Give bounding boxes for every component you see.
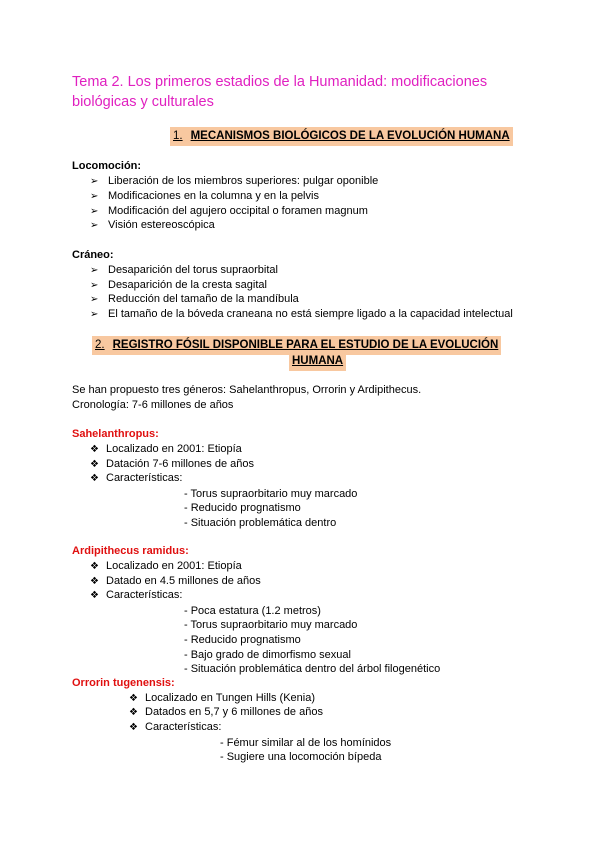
diamond-bullet-icon: ❖ [90, 444, 99, 455]
diamond-bullet-icon: ❖ [90, 590, 99, 601]
diamond-bullet-icon: ❖ [90, 473, 99, 484]
arrow-bullet-icon: ➢ [90, 280, 99, 291]
feature-item: - Poca estatura (1.2 metros) [184, 605, 321, 617]
feature-item: - Reducido prognatismo [184, 634, 301, 646]
feature-item: - Situación problemática dentro [184, 517, 337, 529]
feature-item: - Reducido prognatismo [184, 502, 301, 514]
arrow-bullet-icon: ➢ [90, 309, 99, 320]
diamond-bullet-icon: ❖ [129, 722, 138, 733]
section-2-heading-line2: HUMANA [289, 352, 346, 371]
feature-item: - Situación problemática dentro del árbol filogenético [184, 663, 441, 675]
list-item: ❖ Características: [90, 472, 183, 484]
arrow-bullet-icon: ➢ [90, 265, 99, 276]
feature-item: - Bajo grado de dimorfismo sexual [184, 649, 351, 661]
arrow-bullet-icon: ➢ [90, 176, 99, 187]
list-item: ❖ Localizado en 2001: Etiopía [90, 443, 242, 455]
craneo-label: Cráneo: [72, 249, 114, 261]
list-item: ❖ Datación 7-6 millones de años [90, 458, 254, 470]
arrow-bullet-icon: ➢ [90, 206, 99, 217]
list-item: ➢ Modificaciones en la columna y en la pelvis [90, 190, 319, 202]
feature-item: - Fémur similar al de los homínidos [220, 737, 392, 749]
list-item: ➢ Desaparición de la cresta sagital [90, 279, 267, 291]
diamond-bullet-icon: ❖ [129, 707, 138, 718]
ardipithecus-label: Ardipithecus ramidus: [72, 545, 189, 557]
diamond-bullet-icon: ❖ [90, 459, 99, 470]
list-item: ❖ Localizado en 2001: Etiopía [90, 560, 242, 572]
section-1-number: 1. [173, 130, 183, 142]
list-item: ➢ Liberación de los miembros superiores: pulgar oponible [90, 175, 379, 187]
list-item: ❖ Características: [90, 589, 183, 601]
list-item: ➢ Reducción del tamaño de la mandíbula [90, 293, 299, 305]
diamond-bullet-icon: ❖ [90, 576, 99, 587]
diamond-bullet-icon: ❖ [90, 561, 99, 572]
section-2-number: 2. [95, 339, 105, 351]
intro-line-2: Cronología: 7-6 millones de años [72, 399, 234, 411]
list-item: ➢ Visión estereoscópica [90, 219, 215, 231]
feature-item: - Torus supraorbitario muy marcado [184, 488, 358, 500]
locomocion-label: Locomoción: [72, 160, 142, 172]
document-title: Tema 2. Los primeros estadios de la Humanidad: modificaciones biológicas y culturales [72, 74, 488, 110]
list-item: ❖ Datado en 4.5 millones de años [90, 575, 261, 587]
feature-item: - Sugiere una locomoción bípeda [220, 751, 382, 763]
list-item: ➢ Desaparición del torus supraorbital [90, 264, 278, 276]
list-item: ➢ Modificación del agujero occipital o foramen magnum [90, 205, 368, 217]
feature-item: - Torus supraorbitario muy marcado [184, 619, 358, 631]
arrow-bullet-icon: ➢ [90, 220, 99, 231]
list-item: ❖ Características: [129, 721, 222, 733]
list-item: ❖ Datados en 5,7 y 6 millones de años [129, 706, 323, 718]
list-item: ➢ El tamaño de la bóveda craneana no está siempre ligado a la capacidad intelectual [90, 308, 513, 320]
diamond-bullet-icon: ❖ [129, 693, 138, 704]
section-1-heading [170, 127, 513, 146]
section-1-title: MECANISMOS BIOLÓGICOS DE LA EVOLUCIÓN HUMANA [190, 130, 510, 142]
list-item: ❖ Localizado en Tungen Hills (Kenia) [129, 692, 315, 704]
sahelanthropus-label: Sahelanthropus: [72, 428, 159, 440]
intro-line-1: Se han propuesto tres géneros: Sahelanthropus, Orrorin y Ardipithecus. [72, 384, 422, 396]
arrow-bullet-icon: ➢ [90, 191, 99, 202]
arrow-bullet-icon: ➢ [90, 294, 99, 305]
orrorin-label: Orrorin tugenensis: [72, 677, 175, 689]
section-2-title-line1: REGISTRO FÓSIL DISPONIBLE PARA EL ESTUDIO DE LA EVOLUCIÓN [112, 339, 499, 351]
